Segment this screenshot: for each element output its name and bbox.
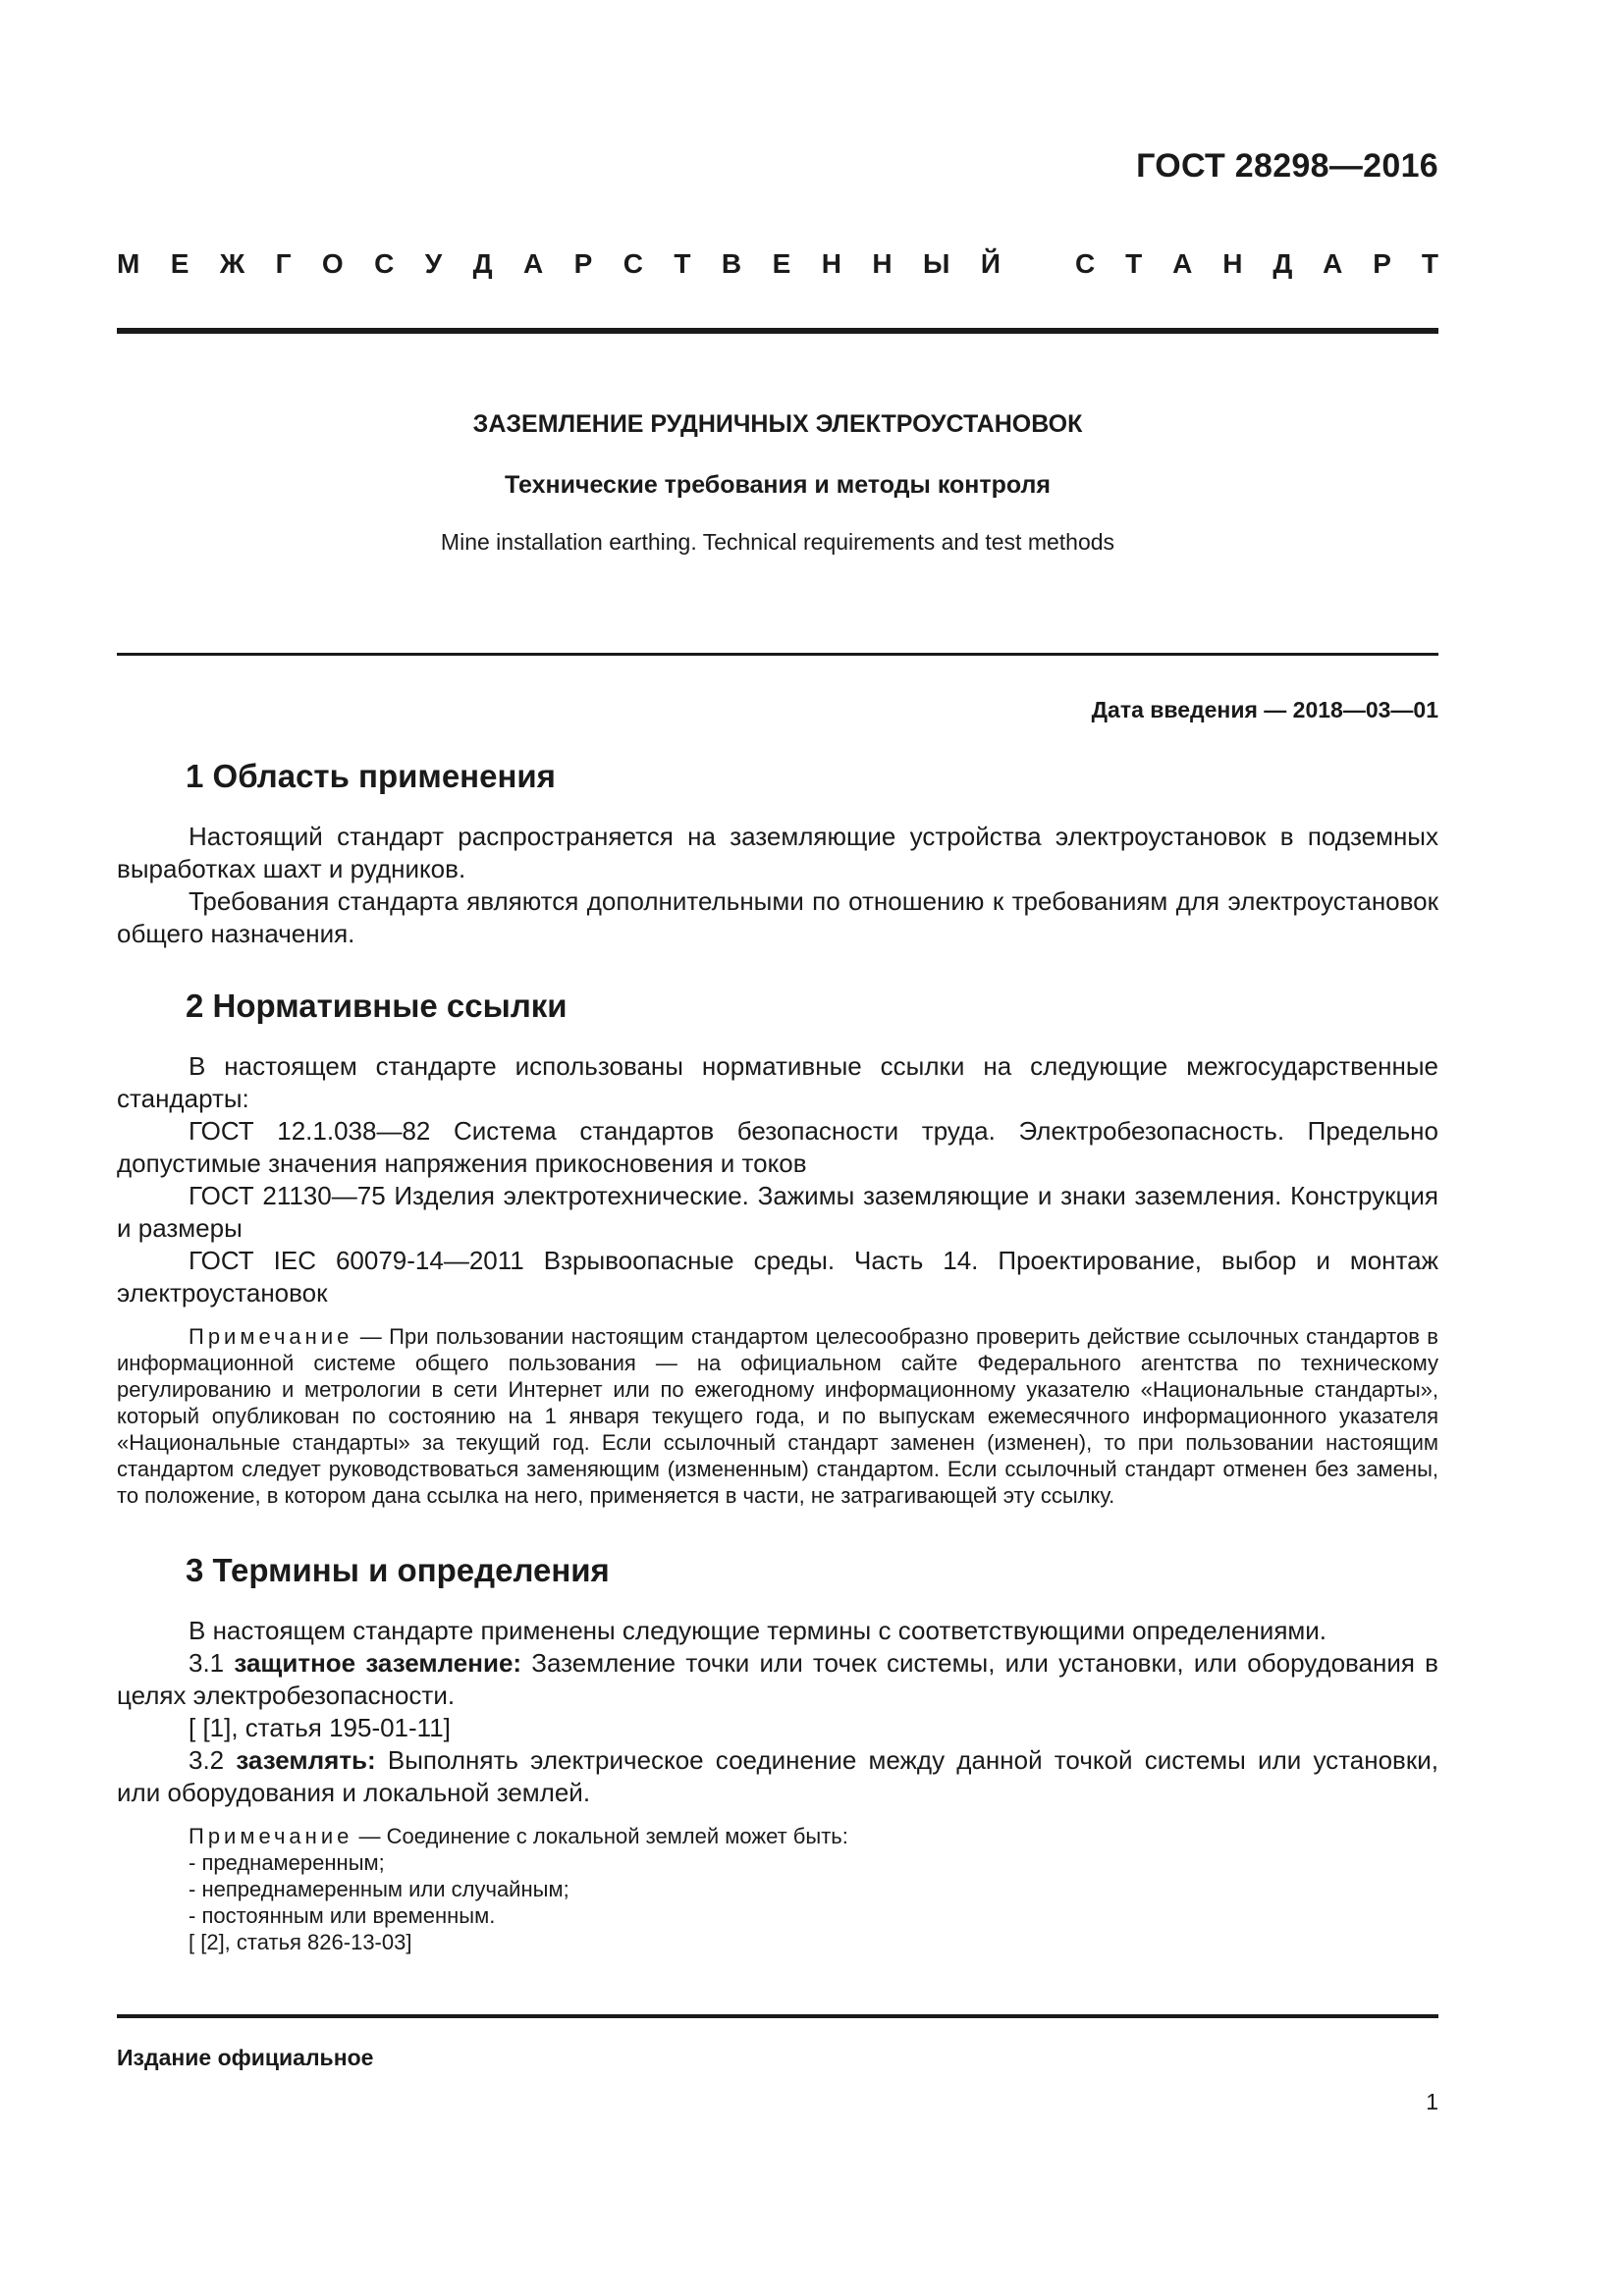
banner-letter: Р (573, 248, 593, 279)
banner-letter: Т (1421, 248, 1438, 279)
banner-letter: Е (170, 248, 189, 279)
banner-letter: Ы (923, 248, 950, 279)
paragraph: В настоящем стандарте применены следующие термины с соответствующими определениями. (189, 1616, 1327, 1645)
note (117, 1823, 1438, 1849)
paragraph: Настоящий стандарт распространяется на заземляющие устройства электроустановок в подземных выработках шахт и рудников. (117, 822, 1438, 883)
note-label: Примечание (189, 1324, 353, 1349)
banner-letter: Т (674, 248, 691, 279)
banner-letter: Д (472, 248, 493, 279)
banner-letter: Р (1373, 248, 1391, 279)
banner-letter: С (623, 248, 643, 279)
term-name: защитное заземление: (234, 1648, 522, 1678)
document-title-english: Mine installation earthing. Technical requirements and test methods (440, 529, 1115, 555)
term-source: [ [1], статья 195-01-11] (189, 1713, 451, 1742)
document-body (117, 758, 1438, 1955)
list-item: - постоянным или временным. (189, 1903, 496, 1928)
term-protective-earthing (117, 1647, 1438, 1712)
bottom-rule (117, 2014, 1438, 2018)
list-item: - преднамеренным; (189, 1850, 385, 1875)
term-number: 3.1 (189, 1648, 235, 1678)
note-label: Примечание (189, 1824, 353, 1848)
term-definition: Выполнять электрическое соединение между данной точкой системы или установки, или оборудования и локальной землей. (117, 1745, 1438, 1807)
standard-banner (117, 248, 1438, 280)
term-name: заземлять: (236, 1745, 376, 1775)
list-item: - непреднамеренным или случайным; (189, 1877, 569, 1901)
banner-letter: А (522, 248, 544, 279)
introduction-date: Дата введения — 2018—03—01 (1091, 697, 1438, 722)
reference-gost-21130: ГОСТ 21130—75 Изделия электротехнические. Зажимы заземляющие и знаки заземления. Конструкция и размеры (117, 1181, 1438, 1243)
note-text: — Соединение с локальной землей может быть: (352, 1824, 848, 1848)
paragraph: Требования стандарта являются дополнительными по отношению к требованиям для электроустановок общего назначения. (117, 886, 1438, 948)
term-number: 3.2 (189, 1745, 237, 1775)
banner-letter: А (1172, 248, 1193, 279)
note (117, 1323, 1438, 1509)
banner-word-standard (1075, 248, 1438, 280)
banner-letter: Т (1125, 248, 1143, 279)
banner-letter: М (117, 248, 140, 279)
section-heading: 2 Нормативные ссылки (186, 988, 568, 1024)
reference-gost-12-1-038: ГОСТ 12.1.038—82 Система стандартов безопасности труда. Электробезопасность. Предельно допустимые значения напряжения прикосновения и токов (117, 1116, 1438, 1178)
top-rule (117, 328, 1438, 334)
banner-letter: Г (275, 248, 292, 279)
banner-letter: С (374, 248, 395, 279)
title-rule (117, 653, 1438, 656)
banner-letter: С (1075, 248, 1096, 279)
term-definition: Заземление точки или точек системы, или установки, или оборудования в целях электробезопасности. (117, 1648, 1438, 1710)
banner-letter: Н (821, 248, 841, 279)
section-terms-definitions (117, 1552, 1438, 1955)
banner-letter: Ж (219, 248, 245, 279)
banner-word-interstate (117, 248, 1001, 280)
note-text: — При пользовании настоящим стандартом целесообразно проверить действие ссылочных стандартов в информационной системе общего пользования — на официальном сайте Федерального агентства по техническому регулированию и метрологии в сети Интернет или по ежегодному информационному указателю «Национальные стандарты», который опубликован по состоянию на 1 января текущего года, и по выпускам ежемесячного информационного указателя «Национальные стандарты» за текущий год. Если ссылочный стандарт заменен (изменен), то при пользовании настоящим стандартом следует руководствоваться заменяющим (измененным) стандартом. Если ссылочный стандарт отменен без замены, то положение, в котором дана ссылка на него, применяется в части, не затрагивающей эту ссылку. (117, 1324, 1438, 1508)
section-heading: 1 Область применения (186, 758, 556, 794)
banner-letter: Е (772, 248, 791, 279)
banner-letter: Д (1272, 248, 1293, 279)
official-edition-label: Издание официальное (117, 2045, 374, 2070)
section-heading: 3 Термины и определения (186, 1552, 610, 1588)
document-title: ЗАЗЕМЛЕНИЕ РУДНИЧНЫХ ЭЛЕКТРОУСТАНОВОК (472, 410, 1083, 438)
paragraph: В настоящем стандарте использованы нормативные ссылки на следующие межгосударственные стандарты: (117, 1051, 1438, 1113)
banner-letter: О (321, 248, 344, 279)
title-block (117, 410, 1438, 556)
term-to-earth (117, 1744, 1438, 1809)
document-number: ГОСТ 28298—2016 (1136, 147, 1438, 185)
banner-letter: Н (1222, 248, 1243, 279)
banner-letter: Н (872, 248, 893, 279)
section-scope (117, 758, 1438, 950)
document-page (117, 0, 1438, 2296)
section-normative-references (117, 988, 1438, 1509)
banner-letter: Й (980, 248, 1001, 279)
document-subtitle: Технические требования и методы контроля (504, 471, 1052, 499)
reference-gost-iec-60079-14: ГОСТ IEC 60079-14—2011 Взрывоопасные среды. Часть 14. Проектирование, выбор и монтаж электроустановок (117, 1246, 1438, 1308)
banner-letter: В (721, 248, 742, 279)
banner-letter: А (1323, 248, 1343, 279)
banner-letter: У (424, 248, 443, 279)
note-list (117, 1849, 1438, 1955)
page-number: 1 (1426, 2089, 1438, 2114)
note-source: [ [2], статья 826-13-03] (189, 1930, 412, 1954)
